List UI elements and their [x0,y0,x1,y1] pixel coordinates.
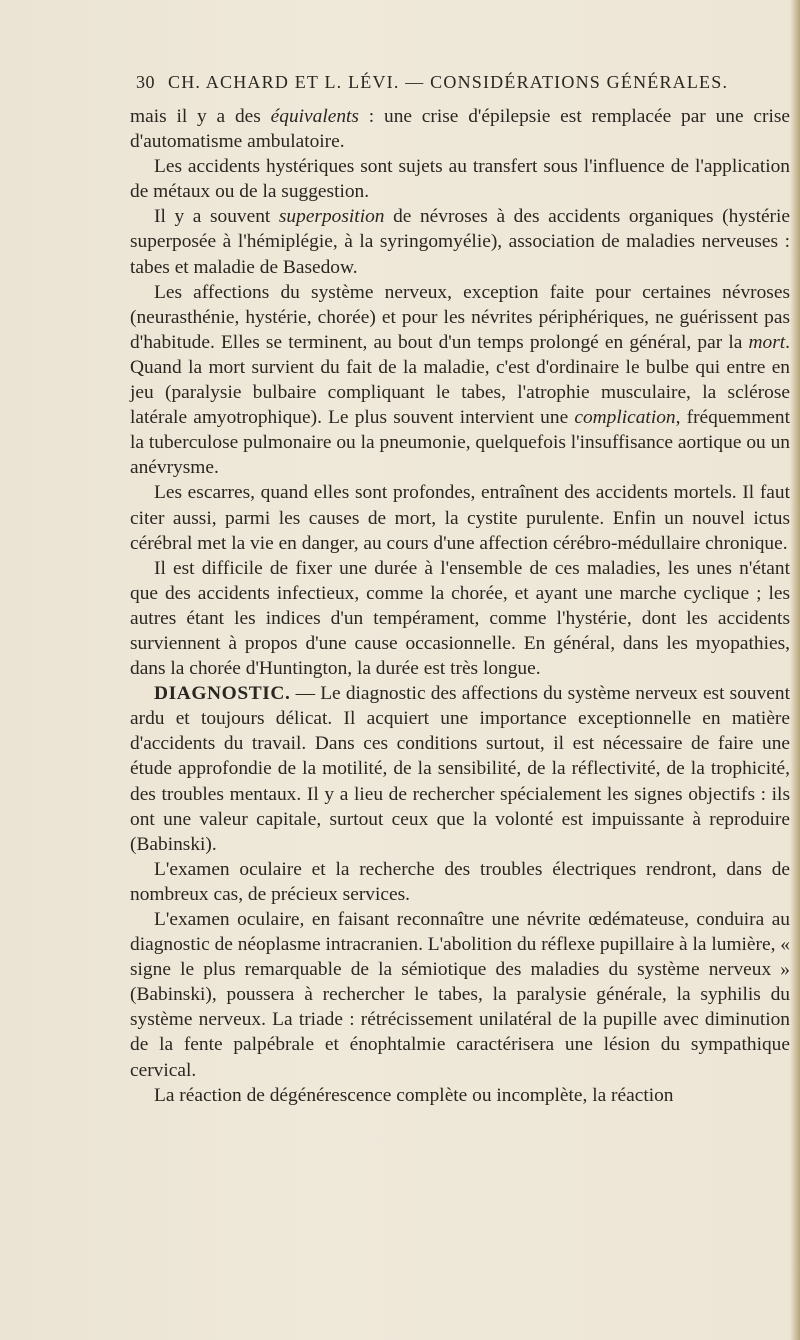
paragraph: L'examen oculaire, en faisant reconnaître une névrite œdémateuse, conduira au diagnostic de néoplasme intracranien. L'abolition du réflexe pupillaire à la lumière, « signe le plus remarquable de la sémiotique des maladies du système nerveux » (Babinski), poussera à rechercher le tabes, la paralysie générale, la syphilis du système nerveux. La triade : rétrécissement unilatéral de la pupille avec diminution de la fente palpébrale et énophtalmie caractérisera une lésion du sympathique cervical. [130,909,790,1081]
paragraph: L'examen oculaire et la recherche des troubles électriques rendront, dans de nombreux cas, de précieux services. [130,858,790,905]
body-text [130,104,790,1108]
section-heading: DIAGNOSTIC. [154,683,291,705]
paragraph: mais il y a des équivalents : une crise d'épilepsie est remplacée par une crise d'automatisme ambulatoire. [130,106,790,153]
italic-term: mort [748,331,786,353]
paragraph: Les accidents hystériques sont sujets au transfert sous l'influence de l'application de métaux ou de la suggestion. [130,156,790,203]
page-header [0,72,800,102]
paragraph: DIAGNOSTIC. — Le diagnostic des affections du système nerveux est souvent ardu et toujours délicat. Il acquiert une importance exceptionnelle en matière d'accidents du travail. Dans ces conditions surtout, il est nécessaire de faire une étude approfondie de la motilité, de la sensibilité, de la réflectivité, de la trophicité, des troubles mentaux. Il y a lieu de rechercher spécialement les signes objectifs : ils ont une valeur capitale, surtout ceux que la volonté est impuissante à reproduire (Babinski). [130,683,790,855]
paragraph: Les affections du système nerveux, exception faite pour certaines névroses (neurasthénie, hystérie, chorée) et pour les névrites périphériques, ne guérissent pas d'habitude. Elles se terminent, au bout d'un temps prolongé en général, par la mort. Quand la mort survient du fait de la maladie, c'est d'ordinaire le bulbe qui entre en jeu (paralysie bulbaire compliquant le tabes, l'atrophie musculaire, la sclérose latérale amyotrophique). Le plus souvent intervient une complication, fréquemment la tuberculose pulmonaire ou la pneumonie, quelquefois l'insuffisance aortique ou un anévrysme. [130,281,791,479]
paragraph: La réaction de dégénérescence complète ou incomplète, la réaction [154,1084,674,1106]
running-title: CH. ACHARD ET L. LÉVI. — CONSIDÉRATIONS GÉNÉRALES. [168,72,729,92]
page-edge [790,0,800,1340]
italic-term: équivalents [270,106,359,127]
page-number: 30 [136,72,155,92]
paragraph: Les escarres, quand elles sont profondes, entraînent des accidents mortels. Il faut citer aussi, parmi les causes de mort, la cystite purulente. Enfin un nouvel ictus cérébral met la vie en danger, au cours d'une affection cérébro-médullaire chronique. [130,482,790,554]
paragraph: Il est difficile de fixer une durée à l'ensemble de ces maladies, les unes n'étant que des accidents infectieux, comme la chorée, et ayant une marche cyclique ; les autres étant les indices d'un tempérament, comme l'hystérie, dont les accidents surviennent à propos d'une cause occasionnelle. En général, dans les myopathies, dans la chorée d'Huntington, la durée est très longue. [130,557,790,680]
italic-term: superposition [278,206,385,228]
paragraph: Il y a souvent superposition de névroses à des accidents organiques (hystérie superposée à l'hémiplégie, à la syringomyélie), association de maladies nerveuses : tabes et maladie de Basedow. [130,206,791,278]
italic-term: complication [574,407,676,429]
